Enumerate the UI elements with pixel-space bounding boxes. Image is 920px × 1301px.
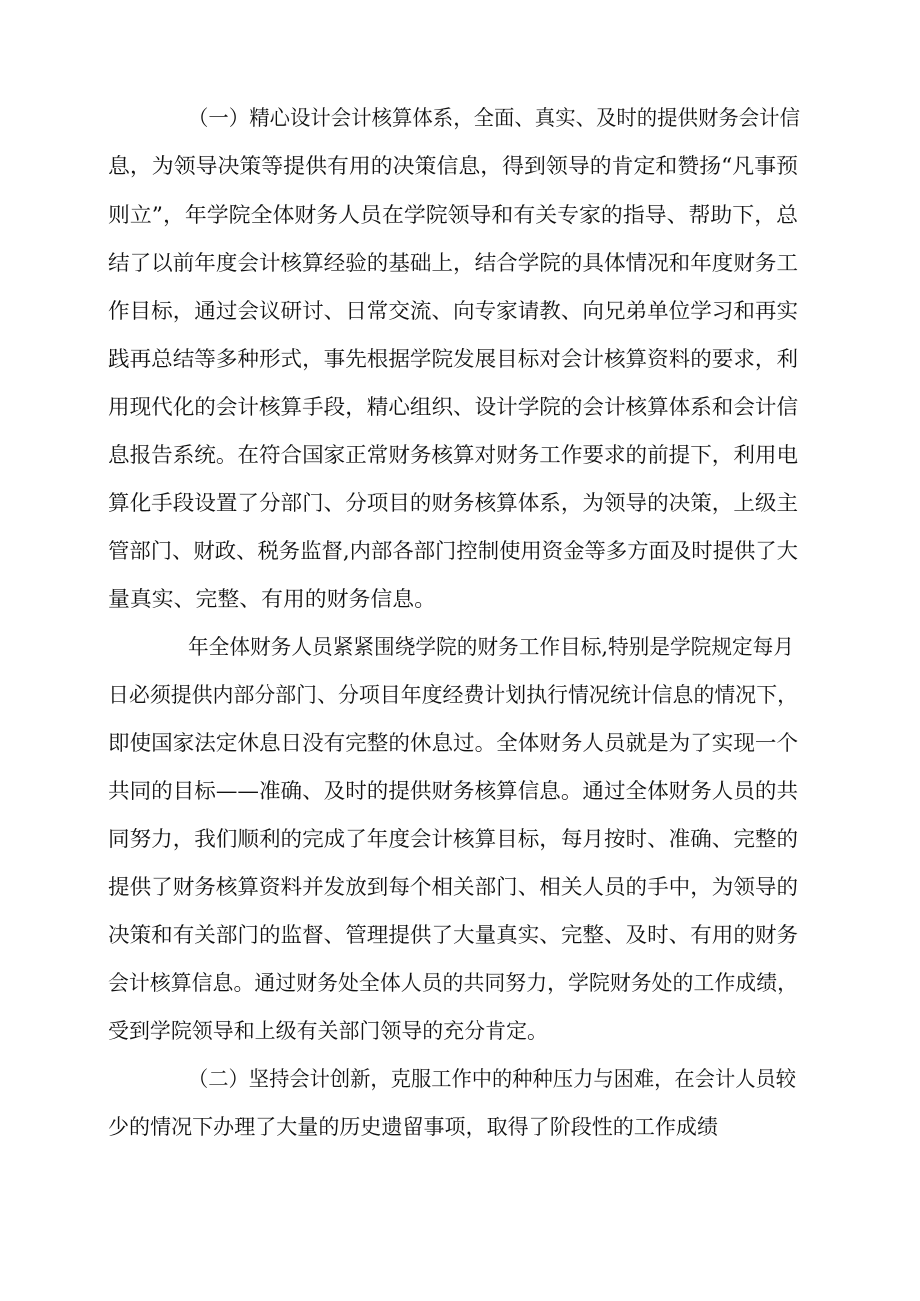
paragraph-1-line-8: 息报告系统。在符合国家正常财务核算对财务工作要求的前提下，利用电: [108, 443, 799, 467]
paragraph-3-line-2: 少的情况下办理了大量的历史遗留事项，取得了阶段性的工作成绩: [108, 1115, 718, 1139]
paragraph-2-line-1: 年全体财务人员紧紧围绕学院的财务工作目标,特别是学院规定每月: [188, 635, 795, 659]
paragraph-2-line-6: 提供了财务核算资料并发放到每个相关部门、相关人员的手中，为领导的: [108, 875, 799, 899]
paragraph-1-line-7: 用现代化的会计核算手段，精心组织、设计学院的会计核算体系和会计信: [108, 395, 799, 419]
paragraph-1-line-2: 息，为领导决策等提供有用的决策信息，得到领导的肯定和赞扬“凡事预: [108, 154, 798, 178]
paragraph-1-line-4: 结了以前年度会计核算经验的基础上，结合学院的具体情况和年度财务工: [108, 251, 799, 275]
paragraph-2-line-9: 受到学院领导和上级有关部门领导的充分肯定。: [108, 1019, 548, 1043]
paragraph-2-line-2: 日必须提供内部分部门、分项目年度经费计划执行情况统计信息的情况下，: [108, 683, 799, 707]
paragraph-2-line-3: 即使国家法定休息日没有完整的休息过。全体财务人员就是为了实现一个: [108, 731, 799, 755]
paragraph-1-line-11: 量真实、完整、有用的财务信息。: [108, 587, 437, 611]
paragraph-1-line-5: 作目标，通过会议研讨、日常交流、向专家请教、向兄弟单位学习和再实: [108, 299, 799, 323]
paragraph-2-line-4: 共同的目标——准确、及时的提供财务核算信息。通过全体财务人员的共: [108, 779, 799, 803]
paragraph-1-line-10: 管部门、财政、税务监督,内部各部门控制使用资金等多方面及时提供了大: [108, 539, 799, 563]
paragraph-2-line-7: 决策和有关部门的监督、管理提供了大量真实、完整、及时、有用的财务: [108, 923, 799, 947]
paragraph-2-line-5: 同努力，我们顺利的完成了年度会计核算目标，每月按时、准确、完整的: [108, 827, 799, 851]
paragraph-2-line-8: 会计核算信息。通过财务处全体人员的共同努力，学院财务处的工作成绩，: [108, 971, 799, 995]
paragraph-1-line-6: 践再总结等多种形式，事先根据学院发展目标对会计核算资料的要求，利: [108, 347, 799, 371]
paragraph-1-line-3: 则立”，年学院全体财务人员在学院领导和有关专家的指导、帮助下，总: [108, 203, 798, 227]
paragraph-1-line-1: （一）精心设计会计核算体系，全面、真实、及时的提供财务会计信: [188, 106, 800, 130]
paragraph-1-line-9: 算化手段设置了分部门、分项目的财务核算体系，为领导的决策，上级主: [108, 491, 799, 515]
paragraph-3-line-1: （二）坚持会计创新，克服工作中的种种压力与困难，在会计人员较: [188, 1067, 797, 1091]
